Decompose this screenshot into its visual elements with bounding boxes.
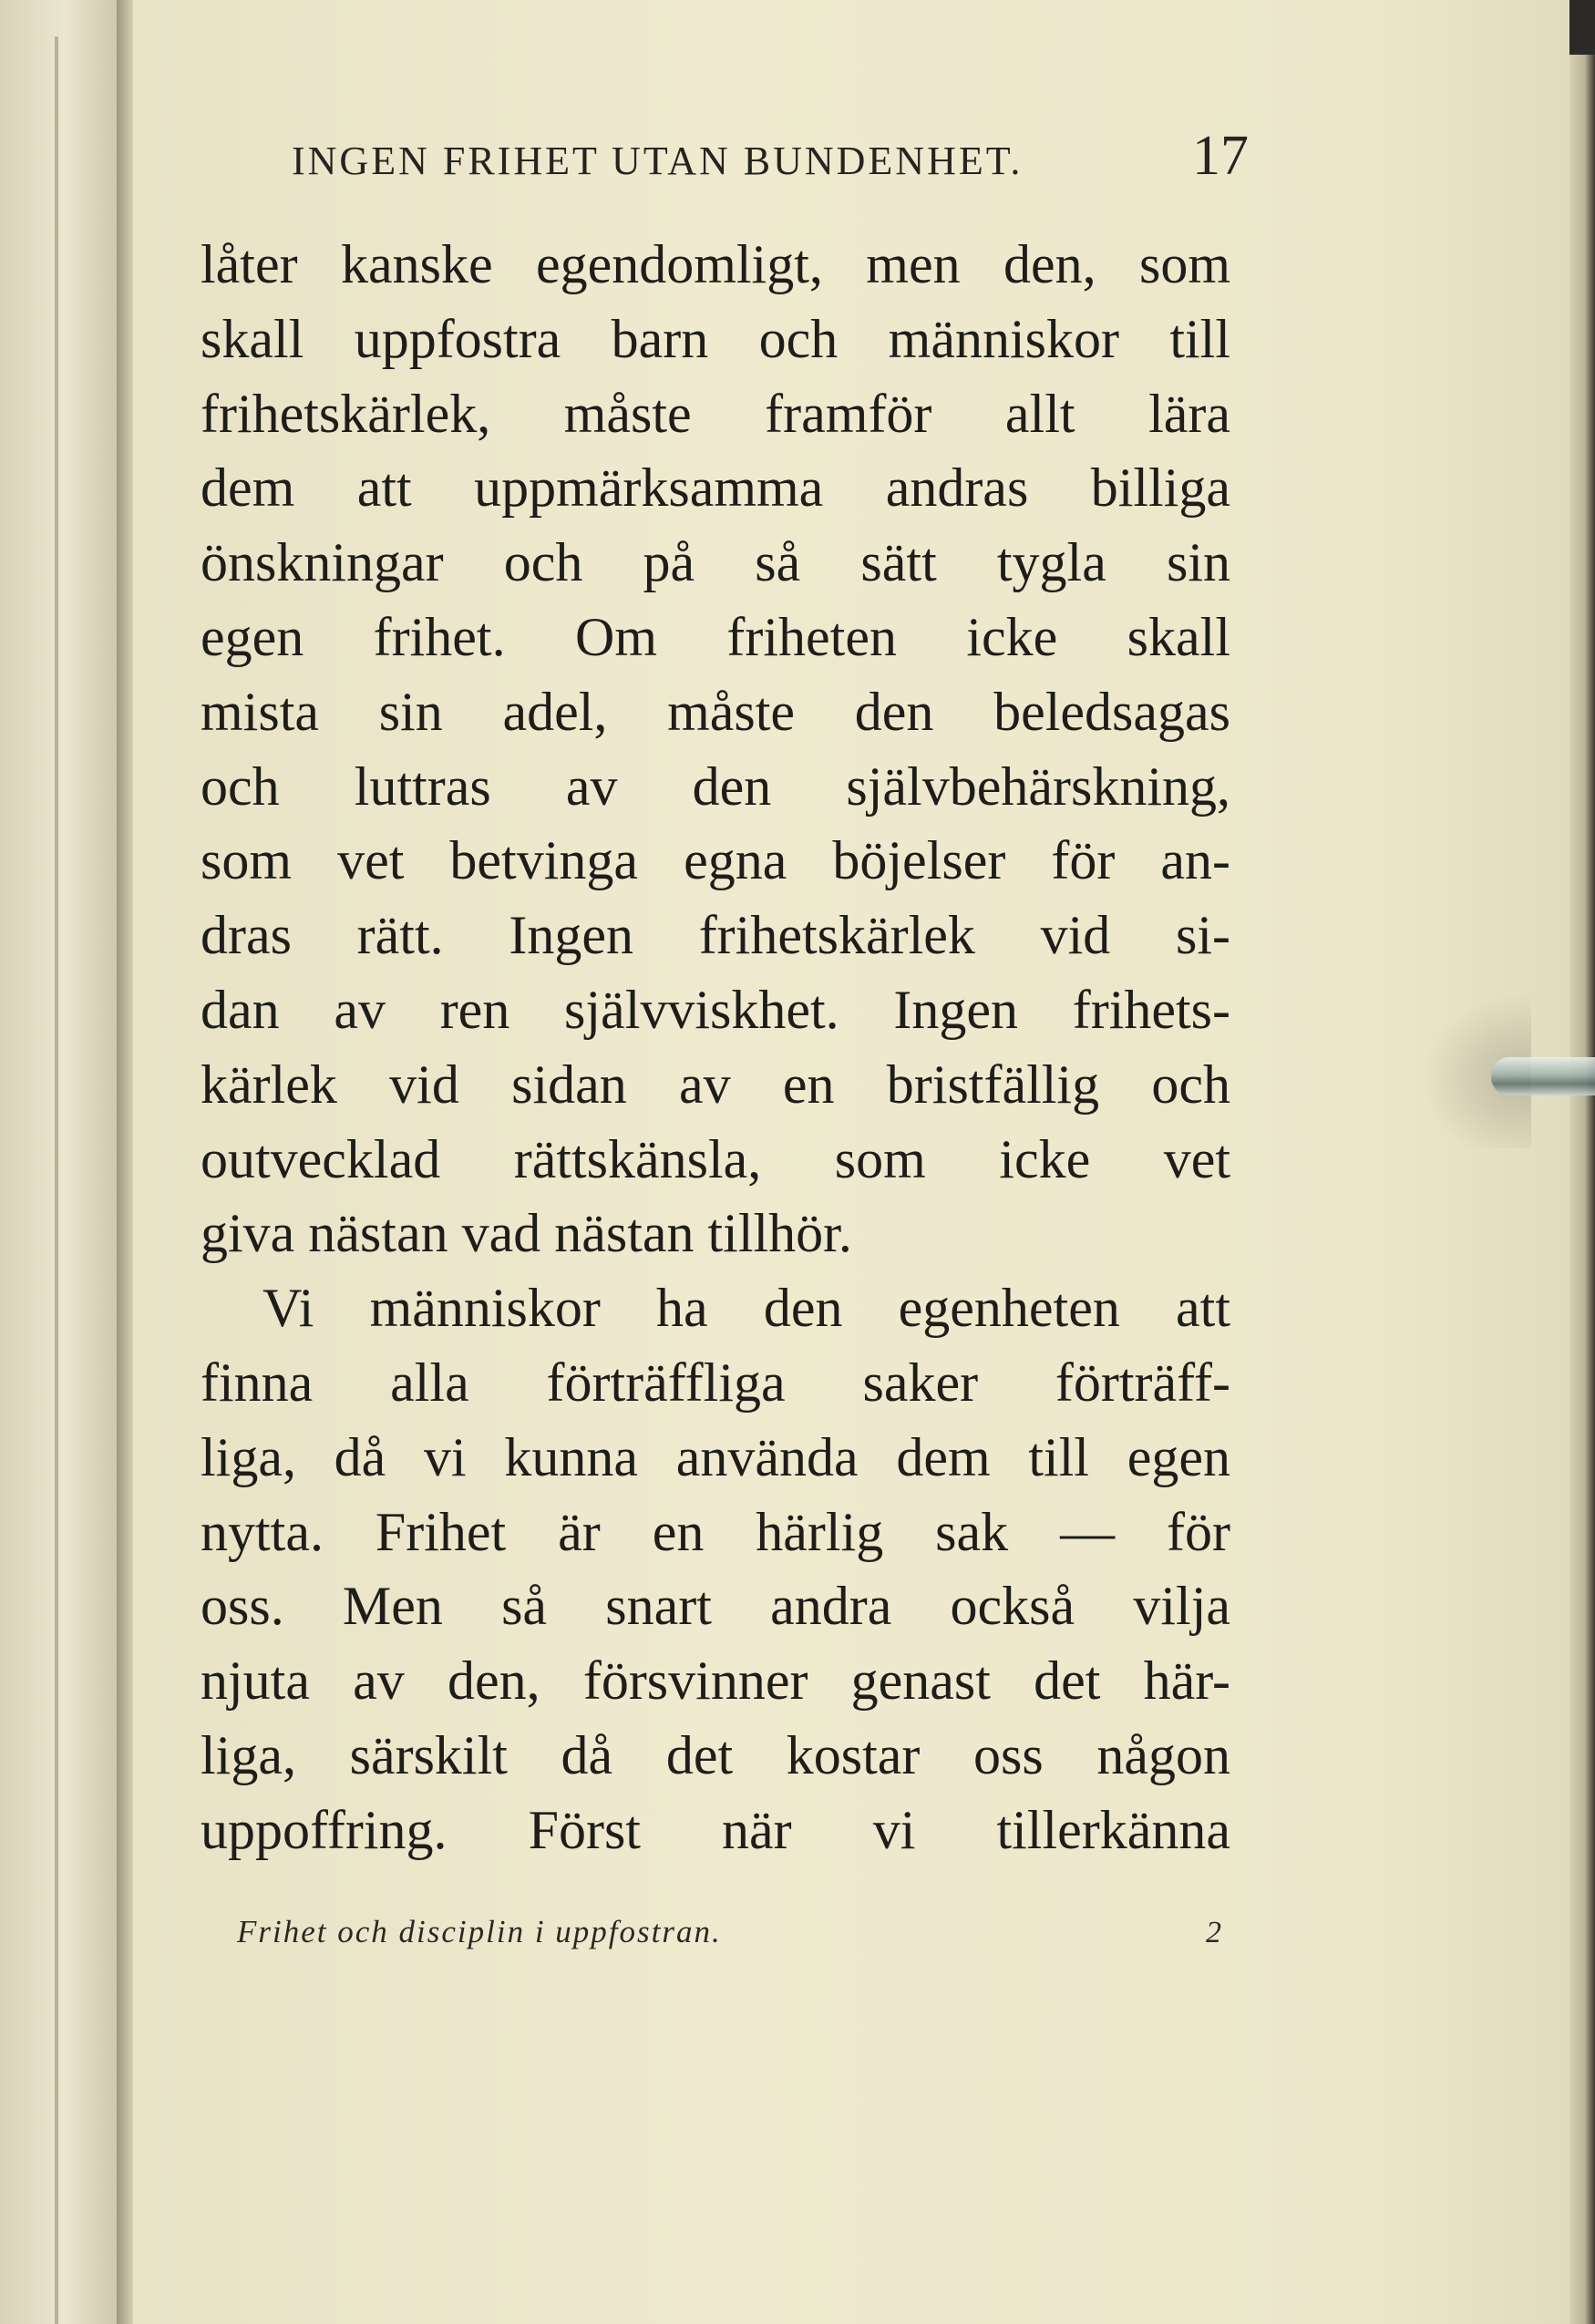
- facing-page-edge: [55, 36, 58, 2324]
- text-line: låter kanske egendomligt, men den, som: [201, 234, 1230, 294]
- page-stack-edge: [1569, 55, 1595, 2324]
- text-line: liga, särskilt då det kostar oss någon: [201, 1724, 1230, 1785]
- text-line: och luttras av den självbehärskning,: [201, 756, 1230, 817]
- text-line: önskningar och på så sätt tygla sin: [201, 532, 1230, 593]
- text-line: outvecklad rättskänsla, som icke vet: [201, 1128, 1230, 1189]
- facing-page: [0, 0, 117, 2324]
- text-line: njuta av den, försvinner genast det här-: [201, 1650, 1230, 1712]
- running-head: [292, 124, 1249, 197]
- text-line: giva nästan vad nästan tillhör.: [201, 1203, 852, 1264]
- page-clip: [1491, 1057, 1595, 1095]
- text-line: Vi människor ha den egenheten att: [262, 1278, 1230, 1339]
- signature-mark: 2: [1206, 1916, 1221, 1949]
- text-line: dras rätt. Ingen frihetskärlek vid si-: [201, 905, 1230, 966]
- text-line: uppoffring. Först när vi tillerkänna: [201, 1799, 1230, 1860]
- text-line: dem att uppmärksamma andras billiga: [201, 458, 1230, 519]
- text-line: finna alla förträffliga saker förträff-: [201, 1352, 1230, 1413]
- text-line: oss. Men så snart andra också vilja: [201, 1576, 1230, 1637]
- text-line: dan av ren självviskhet. Ingen frihets-: [201, 979, 1230, 1040]
- book-gutter: [117, 0, 133, 2324]
- body-text: [201, 228, 1230, 1868]
- text-line: skall uppfostra barn och människor till: [201, 308, 1230, 369]
- page-footer: [237, 1914, 1221, 1950]
- text-line: som vet betvinga egna böjelser för an-: [201, 830, 1230, 891]
- text-line: liga, då vi kunna använda dem till egen: [201, 1426, 1230, 1487]
- text-line: egen frihet. Om friheten icke skall: [201, 606, 1230, 667]
- text-line: nytta. Frihet är en härlig sak — för: [201, 1501, 1230, 1562]
- running-title: INGEN FRIHET UTAN BUNDENHET.: [292, 139, 1024, 183]
- text-line: mista sin adel, måste den beledsagas: [201, 681, 1230, 742]
- text-line: frihetskärlek, måste framför allt lära: [201, 383, 1230, 444]
- page-number: 17: [1192, 125, 1249, 187]
- text-line: kärlek vid sidan av en bristfällig och: [201, 1054, 1230, 1115]
- signature-title: Frihet och disciplin i uppfostran.: [237, 1914, 722, 1949]
